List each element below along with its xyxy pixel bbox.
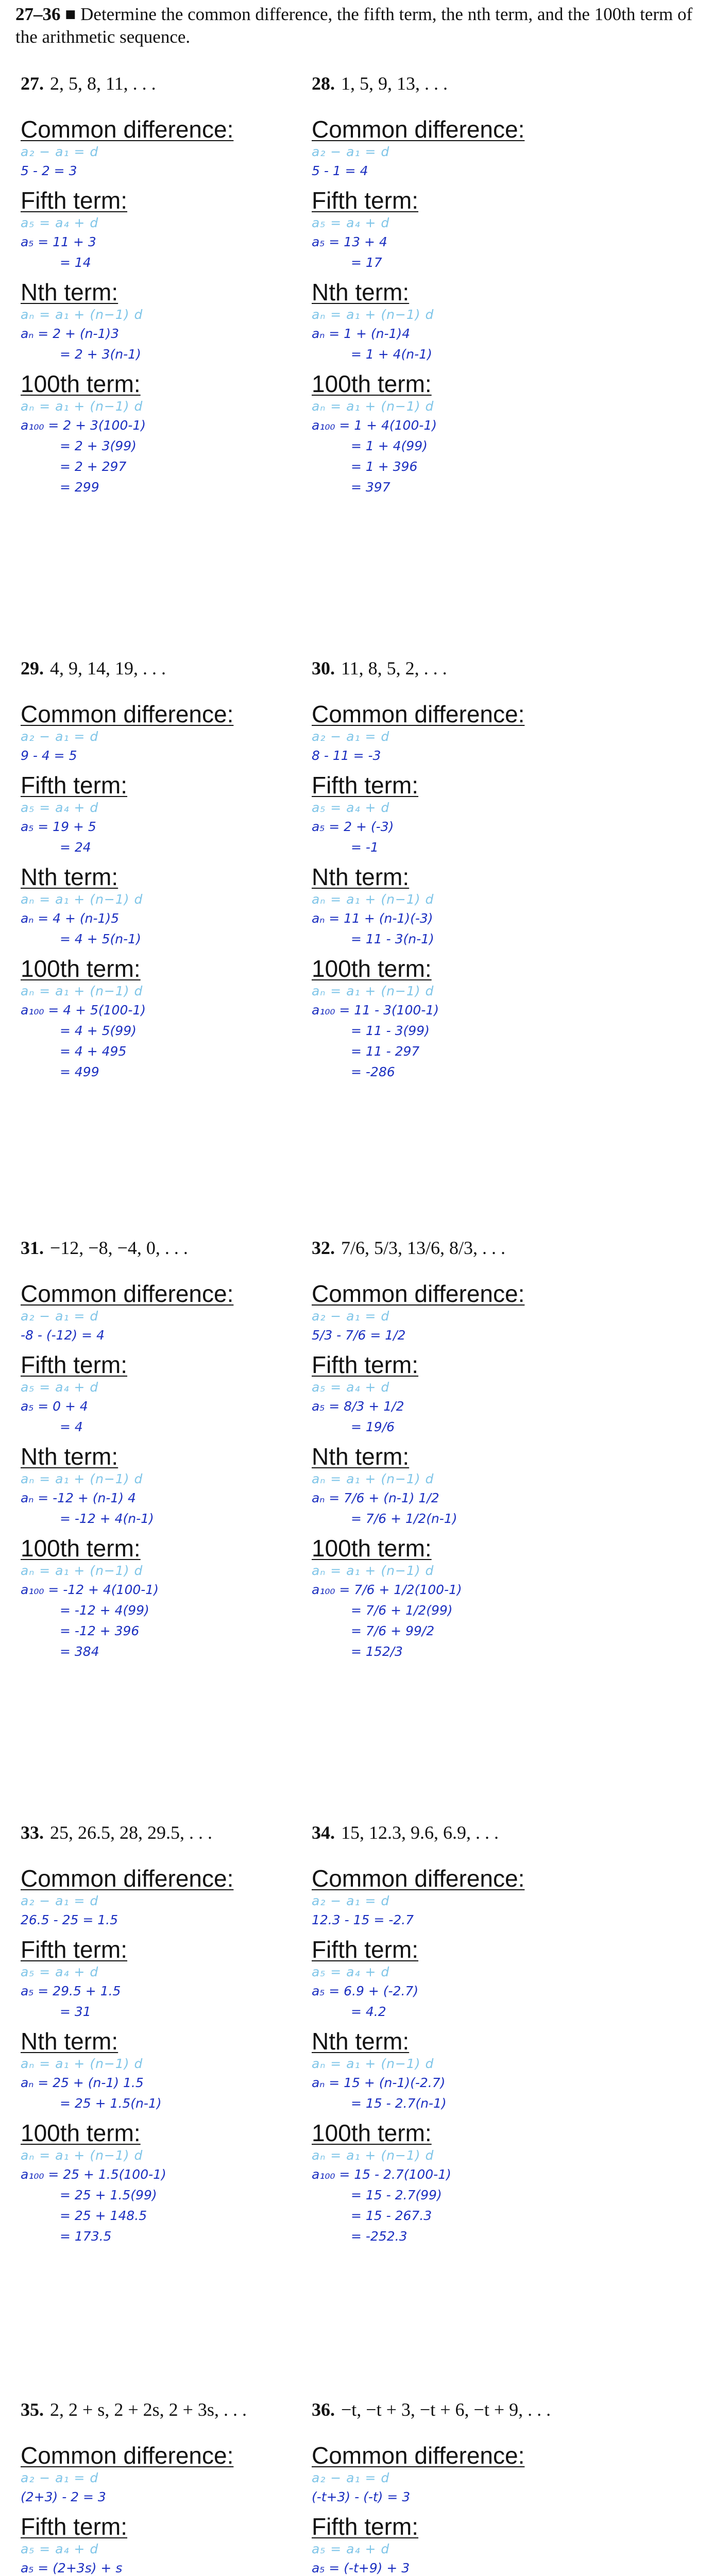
nth-term-formula: aₙ = a₁ + (n−1) d [21,2056,143,2071]
common-difference-section [21,700,309,766]
hundredth-term-work-line: = -12 + 396 [60,1623,140,1638]
sequence-text: 2, 5, 8, 11, . . . [50,73,156,94]
problem-number: 35. [21,2399,44,2420]
problem-number: 31. [21,1238,44,1258]
nth-term-work-line: = 2 + 3(n-1) [60,347,141,362]
common-difference-formula: a₂ − a₁ = d [21,1309,99,1324]
fifth-term-work-line: a₅ = (-t+9) + 3 [312,2561,410,2575]
nth-term-formula: aₙ = a₁ + (n−1) d [312,892,434,907]
hundredth-term-work-line: a₁₀₀ = 2 + 3(100-1) [21,418,146,433]
nth-term-formula: aₙ = a₁ + (n−1) d [312,2056,434,2071]
nth-term-heading: Nth term: [21,279,118,306]
nth-term-work-line: aₙ = 11 + (n-1)(-3) [312,911,433,926]
hundredth-term-work-line: = 499 [60,1064,99,1079]
fifth-term-work-line: a₅ = 2 + (-3) [312,819,394,834]
hundredth-term-heading: 100th term: [312,370,432,397]
nth-term-heading: Nth term: [21,1443,118,1470]
nth-term-work-line: aₙ = 1 + (n-1)4 [312,326,411,341]
common-difference-section [312,2442,600,2507]
fifth-term-formula: a₅ = a₄ + d [21,1964,99,1979]
sequence-text: 4, 9, 14, 19, . . . [50,658,166,679]
fifth-term-work-line: = 4.2 [351,2004,386,2019]
sequence-text: 25, 26.5, 28, 29.5, . . . [50,1822,212,1843]
nth-term-work-line: = -12 + 4(n-1) [60,1511,154,1526]
common-difference-heading: Common difference: [312,701,525,727]
hundredth-term-work-line: = 25 + 148.5 [60,2208,147,2223]
common-difference-work-line: 9 - 4 = 5 [21,748,77,763]
fifth-term-heading: Fifth term: [312,772,419,799]
common-difference-section [312,115,600,181]
hundredth-term-section [21,370,309,498]
nth-term-formula: aₙ = a₁ + (n−1) d [21,307,143,322]
fifth-term-work-line: = 4 [60,1419,83,1434]
problem-number: 27. [21,73,44,94]
sequence-text: 2, 2 + s, 2 + 2s, 2 + 3s, . . . [50,2399,247,2420]
fifth-term-work-line: a₅ = 11 + 3 [21,234,96,249]
problem-header [21,657,309,680]
hundredth-term-formula: aₙ = a₁ + (n−1) d [21,1563,143,1578]
fifth-term-work-line: a₅ = (2+3s) + s [21,2561,123,2575]
hundredth-term-heading: 100th term: [312,1535,432,1562]
common-difference-formula: a₂ − a₁ = d [312,729,390,744]
common-difference-formula: a₂ − a₁ = d [21,2470,99,2485]
fifth-term-heading: Fifth term: [21,2513,128,2540]
nth-term-formula: aₙ = a₁ + (n−1) d [312,307,434,322]
nth-term-section [21,2027,309,2114]
fifth-term-section [312,1936,600,2022]
common-difference-work-line: 12.3 - 15 = -2.7 [312,1912,414,1927]
nth-term-work-line: aₙ = 7/6 + (n-1) 1/2 [312,1490,439,1505]
common-difference-formula: a₂ − a₁ = d [312,144,390,159]
nth-term-heading: Nth term: [312,279,410,306]
problem-number: 30. [312,658,335,679]
nth-term-work-line: = 7/6 + 1/2(n-1) [351,1511,457,1526]
nth-term-heading: Nth term: [312,863,410,890]
fifth-term-formula: a₅ = a₄ + d [21,800,99,815]
problem-header [21,72,309,95]
common-difference-section [312,1280,600,1346]
fifth-term-formula: a₅ = a₄ + d [312,800,390,815]
fifth-term-work-line: a₅ = 13 + 4 [312,234,387,249]
hundredth-term-work-line: a₁₀₀ = 7/6 + 1/2(100-1) [312,1582,462,1597]
fifth-term-section [21,2513,309,2576]
nth-term-section [312,278,600,365]
problem-header [312,2398,600,2421]
hundredth-term-work-line: a₁₀₀ = 11 - 3(100-1) [312,1003,439,1018]
sequence-text: 15, 12.3, 9.6, 6.9, . . . [341,1822,499,1843]
fifth-term-section [21,1351,309,1437]
hundredth-term-work-line: a₁₀₀ = 15 - 2.7(100-1) [312,2167,451,2182]
common-difference-work-line: 26.5 - 25 = 1.5 [21,1912,118,1927]
common-difference-section [312,1865,600,1930]
hundredth-term-section [21,955,309,1082]
hundredth-term-work-line: = 7/6 + 99/2 [351,1623,435,1638]
nth-term-heading: Nth term: [312,1443,410,1470]
nth-term-work-line: = 4 + 5(n-1) [60,931,141,946]
sequence-text: −t, −t + 3, −t + 6, −t + 9, . . . [341,2399,551,2420]
nth-term-work-line: = 11 - 3(n-1) [351,931,434,946]
fifth-term-section [21,187,309,273]
hundredth-term-work-line: = 384 [60,1644,99,1659]
fifth-term-work-line: a₅ = 19 + 5 [21,819,96,834]
problem-number: 29. [21,658,44,679]
hundredth-term-work-line: = 25 + 1.5(99) [60,2188,157,2202]
hundredth-term-work-line: a₁₀₀ = 1 + 4(100-1) [312,418,437,433]
problem-header [312,72,600,95]
hundredth-term-work-line: = 11 - 297 [351,1044,420,1059]
hundredth-term-section [21,2119,309,2247]
nth-term-formula: aₙ = a₁ + (n−1) d [312,1471,434,1486]
problem-35 [21,2398,309,2576]
common-difference-formula: a₂ − a₁ = d [312,1893,390,1908]
common-difference-section [312,700,600,766]
fifth-term-formula: a₅ = a₄ + d [21,215,99,230]
hundredth-term-heading: 100th term: [312,2120,432,2146]
hundredth-term-work-line: = 1 + 396 [351,459,418,474]
hundredth-term-work-line: = -12 + 4(99) [60,1603,149,1618]
nth-term-work-line: = 25 + 1.5(n-1) [60,2096,162,2111]
hundredth-term-formula: aₙ = a₁ + (n−1) d [21,2148,143,2163]
fifth-term-heading: Fifth term: [21,1351,128,1378]
sequence-text: 11, 8, 5, 2, . . . [341,658,447,679]
nth-term-work-line: aₙ = 25 + (n-1) 1.5 [21,2075,144,2090]
square-bullet-icon: ■ [65,4,76,24]
problem-30 [312,657,600,1082]
hundredth-term-work-line: = 1 + 4(99) [351,438,428,453]
hundredth-term-section [21,1534,309,1662]
sequence-text: −12, −8, −4, 0, . . . [50,1238,188,1258]
nth-term-heading: Nth term: [21,863,118,890]
fifth-term-section [312,771,600,858]
hundredth-term-work-line: = -252.3 [351,2229,408,2244]
hundredth-term-formula: aₙ = a₁ + (n−1) d [312,2148,434,2163]
nth-term-work-line: aₙ = -12 + (n-1) 4 [21,1490,136,1505]
problem-number: 32. [312,1238,335,1258]
hundredth-term-work-line: = 397 [351,480,391,495]
hundredth-term-work-line: = 11 - 3(99) [351,1023,430,1038]
instructions [15,3,695,48]
common-difference-formula: a₂ − a₁ = d [312,2470,390,2485]
fifth-term-work-line: a₅ = 6.9 + (-2.7) [312,1984,419,1998]
hundredth-term-work-line: = 173.5 [60,2229,112,2244]
hundredth-term-section [312,1534,600,1662]
problem-number: 34. [312,1822,335,1843]
problem-header [21,2398,309,2421]
hundredth-term-heading: 100th term: [21,2120,141,2146]
hundredth-term-heading: 100th term: [21,1535,141,1562]
nth-term-section [312,863,600,950]
fifth-term-work-line: = 14 [60,255,91,270]
nth-term-section [21,863,309,950]
hundredth-term-work-line: = 299 [60,480,99,495]
fifth-term-heading: Fifth term: [312,1936,419,1963]
fifth-term-work-line: a₅ = 8/3 + 1/2 [312,1399,404,1414]
hundredth-term-formula: aₙ = a₁ + (n−1) d [21,984,143,998]
common-difference-heading: Common difference: [312,1280,525,1307]
fifth-term-formula: a₅ = a₄ + d [312,1380,390,1395]
fifth-term-section [312,187,600,273]
hundredth-term-work-line: a₁₀₀ = 4 + 5(100-1) [21,1003,146,1018]
fifth-term-heading: Fifth term: [312,187,419,214]
hundredth-term-work-line: = 15 - 2.7(99) [351,2188,442,2202]
hundredth-term-section [312,370,600,498]
nth-term-work-line: aₙ = 15 + (n-1)(-2.7) [312,2075,446,2090]
fifth-term-section [312,2513,600,2576]
fifth-term-work-line: = 24 [60,840,91,855]
nth-term-section [312,2027,600,2114]
hundredth-term-formula: aₙ = a₁ + (n−1) d [312,399,434,414]
hundredth-term-formula: aₙ = a₁ + (n−1) d [21,399,143,414]
fifth-term-section [21,1936,309,2022]
common-difference-heading: Common difference: [21,701,234,727]
problem-header [312,1821,600,1844]
nth-term-section [312,1443,600,1529]
instructions-text: Determine the common difference, the fifth term, the nth term, and the 100th term of the arithmetic sequence. [15,4,693,47]
fifth-term-formula: a₅ = a₄ + d [312,1964,390,1979]
problem-29 [21,657,309,1082]
nth-term-formula: aₙ = a₁ + (n−1) d [21,1471,143,1486]
nth-term-work-line: = 1 + 4(n-1) [351,347,432,362]
hundredth-term-work-line: = 7/6 + 1/2(99) [351,1603,453,1618]
common-difference-work-line: 5/3 - 7/6 = 1/2 [312,1328,406,1343]
nth-term-heading: Nth term: [21,2028,118,2055]
fifth-term-formula: a₅ = a₄ + d [312,215,390,230]
hundredth-term-formula: aₙ = a₁ + (n−1) d [312,1563,434,1578]
problem-header [21,1821,309,1844]
fifth-term-formula: a₅ = a₄ + d [312,2541,390,2556]
problem-range: 27–36 [15,4,61,24]
nth-term-work-line: = 15 - 2.7(n-1) [351,2096,447,2111]
fifth-term-section [312,1351,600,1437]
common-difference-section [21,115,309,181]
fifth-term-heading: Fifth term: [21,1936,128,1963]
hundredth-term-heading: 100th term: [21,370,141,397]
problem-31 [21,1236,309,1662]
nth-term-formula: aₙ = a₁ + (n−1) d [21,892,143,907]
problem-33 [21,1821,309,2247]
problem-28 [312,72,600,498]
problem-34 [312,1821,600,2247]
problem-27 [21,72,309,498]
common-difference-heading: Common difference: [312,2442,525,2469]
fifth-term-work-line: a₅ = 0 + 4 [21,1399,88,1414]
common-difference-heading: Common difference: [312,1865,525,1892]
hundredth-term-work-line: a₁₀₀ = -12 + 4(100-1) [21,1582,159,1597]
hundredth-term-heading: 100th term: [21,955,141,982]
common-difference-work-line: (-t+3) - (-t) = 3 [312,2489,411,2504]
common-difference-work-line: (2+3) - 2 = 3 [21,2489,106,2504]
common-difference-section [21,1865,309,1930]
fifth-term-work-line: = 19/6 [351,1419,395,1434]
problem-header [312,1236,600,1259]
common-difference-work-line: 5 - 1 = 4 [312,163,368,178]
common-difference-heading: Common difference: [312,116,525,143]
fifth-term-formula: a₅ = a₄ + d [21,1380,99,1395]
common-difference-section [21,1280,309,1346]
fifth-term-work-line: = 17 [351,255,382,270]
common-difference-formula: a₂ − a₁ = d [21,729,99,744]
problem-header [312,657,600,680]
problem-number: 33. [21,1822,44,1843]
nth-term-heading: Nth term: [312,2028,410,2055]
hundredth-term-work-line: = 4 + 495 [60,1044,127,1059]
hundredth-term-work-line: = 2 + 3(99) [60,438,137,453]
fifth-term-heading: Fifth term: [21,187,128,214]
common-difference-formula: a₂ − a₁ = d [21,144,99,159]
problem-32 [312,1236,600,1662]
hundredth-term-work-line: = 15 - 267.3 [351,2208,432,2223]
hundredth-term-heading: 100th term: [312,955,432,982]
common-difference-formula: a₂ − a₁ = d [21,1893,99,1908]
nth-term-work-line: aₙ = 4 + (n-1)5 [21,911,120,926]
hundredth-term-formula: aₙ = a₁ + (n−1) d [312,984,434,998]
fifth-term-work-line: a₅ = 29.5 + 1.5 [21,1984,121,1998]
nth-term-section [21,278,309,365]
fifth-term-heading: Fifth term: [312,2513,419,2540]
hundredth-term-work-line: = 4 + 5(99) [60,1023,137,1038]
problem-header [21,1236,309,1259]
sequence-text: 7/6, 5/3, 13/6, 8/3, . . . [341,1238,506,1258]
common-difference-work-line: 8 - 11 = -3 [312,748,381,763]
fifth-term-formula: a₅ = a₄ + d [21,2541,99,2556]
problem-number: 28. [312,73,335,94]
common-difference-heading: Common difference: [21,1280,234,1307]
fifth-term-heading: Fifth term: [312,1351,419,1378]
fifth-term-work-line: = 31 [60,2004,91,2019]
common-difference-work-line: -8 - (-12) = 4 [21,1328,105,1343]
common-difference-heading: Common difference: [21,116,234,143]
hundredth-term-work-line: = 152/3 [351,1644,403,1659]
fifth-term-heading: Fifth term: [21,772,128,799]
common-difference-heading: Common difference: [21,1865,234,1892]
hundredth-term-work-line: = 2 + 297 [60,459,127,474]
fifth-term-work-line: = -1 [351,840,379,855]
common-difference-heading: Common difference: [21,2442,234,2469]
nth-term-section [21,1443,309,1529]
hundredth-term-section [312,2119,600,2247]
hundredth-term-work-line: = -286 [351,1064,395,1079]
nth-term-work-line: aₙ = 2 + (n-1)3 [21,326,120,341]
hundredth-term-section [312,955,600,1082]
common-difference-work-line: 5 - 2 = 3 [21,163,77,178]
common-difference-formula: a₂ − a₁ = d [312,1309,390,1324]
problem-number: 36. [312,2399,335,2420]
fifth-term-section [21,771,309,858]
problem-36 [312,2398,600,2576]
hundredth-term-work-line: a₁₀₀ = 25 + 1.5(100-1) [21,2167,166,2182]
sequence-text: 1, 5, 9, 13, . . . [341,73,448,94]
common-difference-section [21,2442,309,2507]
